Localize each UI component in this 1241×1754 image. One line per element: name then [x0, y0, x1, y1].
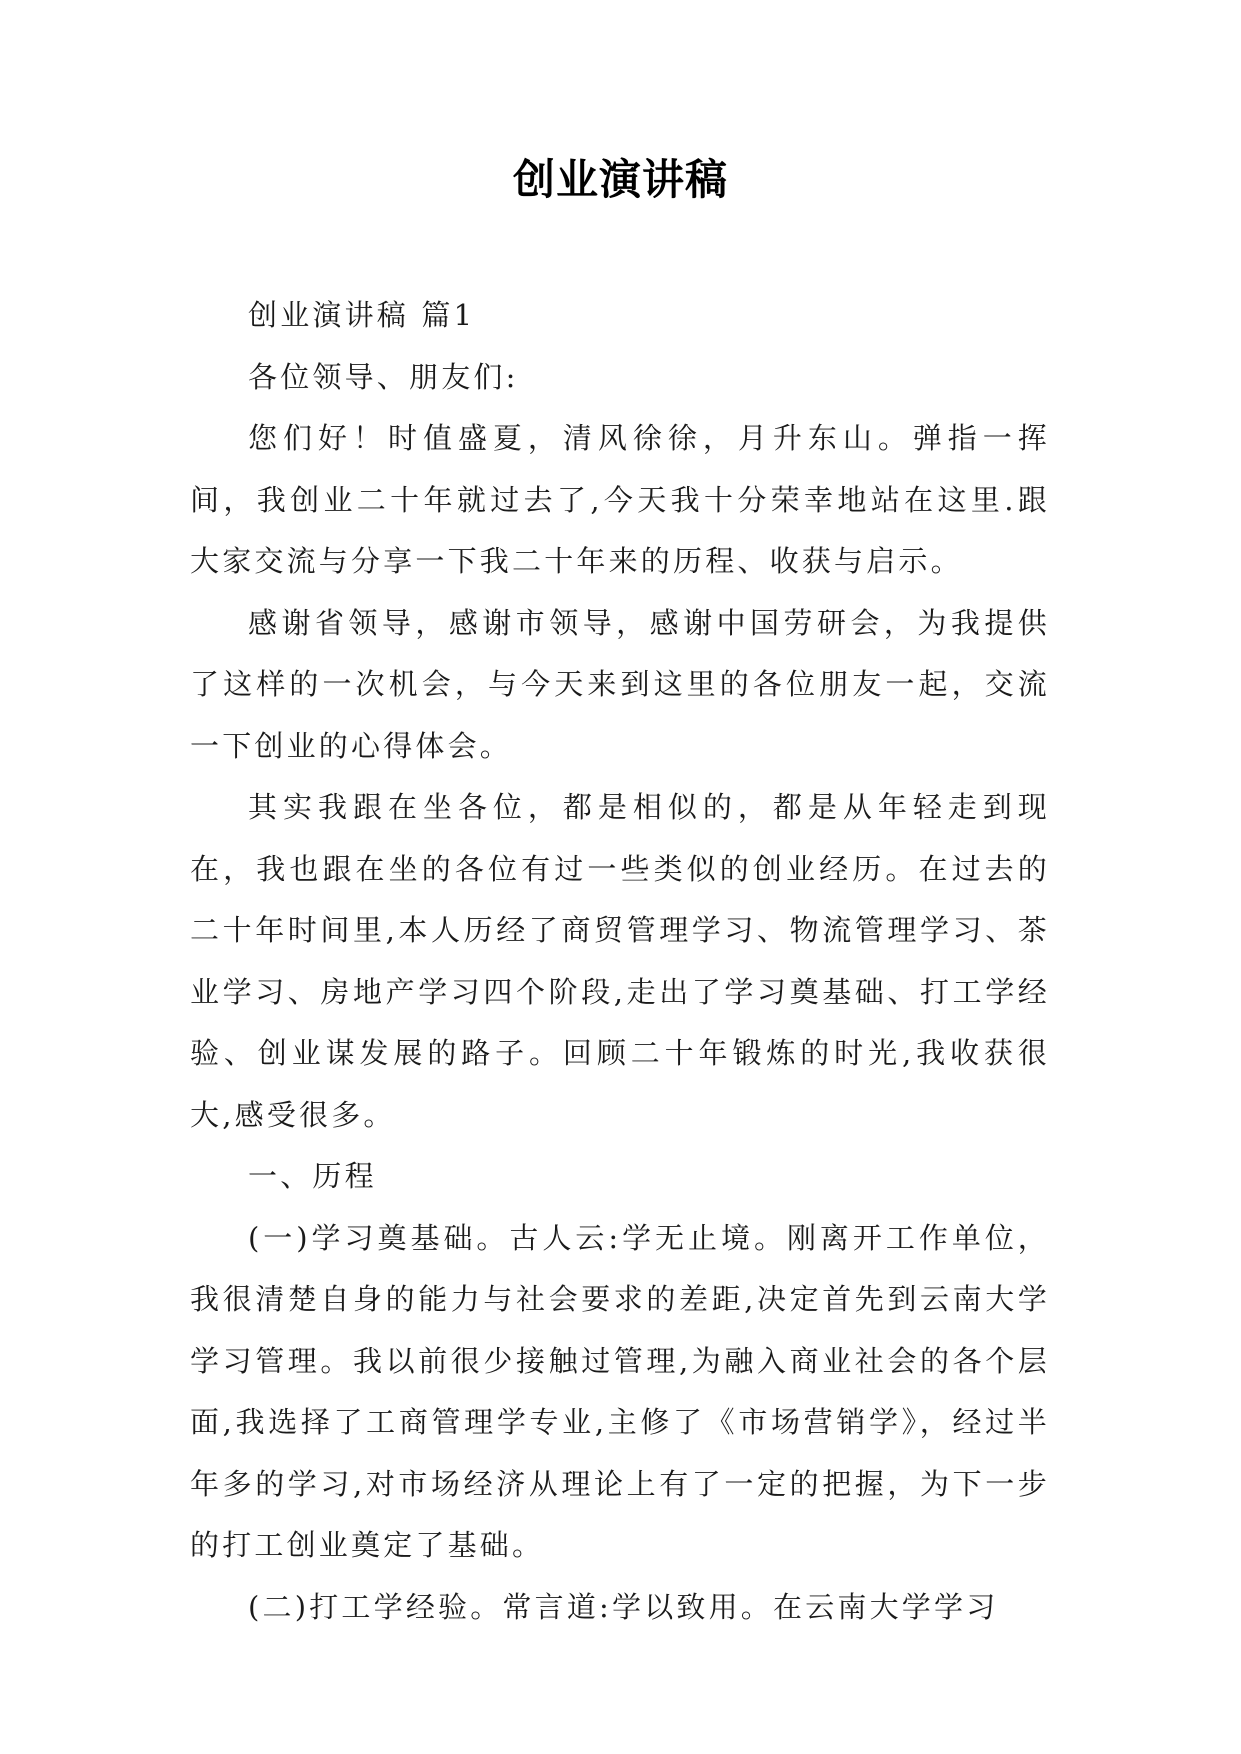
salutation: 各位领导、朋友们:	[248, 359, 519, 394]
paragraph: 其实我跟在坐各位，都是相似的，都是从年轻走到现在，我也跟在坐的各位有过一些类似的创业经历。在过去的二十年时间里,本人历经了商贸管理学习、物流管理学习、茶业学习、房地产学习四个阶段,走出了学习奠基础、打工学经验、创业谋发展的路子。回顾二十年锻炼的时光,我收获很大,感受很多。	[190, 790, 1050, 1132]
paragraph: 您们好！时值盛夏，清风徐徐，月升东山。弹指一挥间，我创业二十年就过去了,今天我十分荣幸地站在这里.跟大家交流与分享一下我二十年来的历程、收获与启示。	[190, 421, 1050, 578]
paragraph: (一)学习奠基础。古人云:学无止境。刚离开工作单位，我很清楚自身的能力与社会要求的差距,决定首先到云南大学学习管理。我以前很少接触过管理,为融入商业社会的各个层面,我选择了工商管理学专业,主修了《市场营销学》，经过半年多的学习,对市场经济从理论上有了一定的把握，为下一步的打工创业奠定了基础。	[190, 1220, 1050, 1562]
subheading: 一、历程	[248, 1159, 377, 1193]
section-heading: 创业演讲稿 篇1	[248, 298, 476, 332]
document-title: 创业演讲稿	[512, 155, 728, 204]
paragraph: 感谢省领导，感谢市领导，感谢中国劳研会，为我提供了这样的一次机会，与今天来到这里的各位朋友一起，交流一下创业的心得体会。	[190, 605, 1050, 763]
paragraph: (二)打工学经验。常言道:学以致用。在云南大学学习	[248, 1589, 999, 1624]
document-body	[190, 285, 1050, 1638]
